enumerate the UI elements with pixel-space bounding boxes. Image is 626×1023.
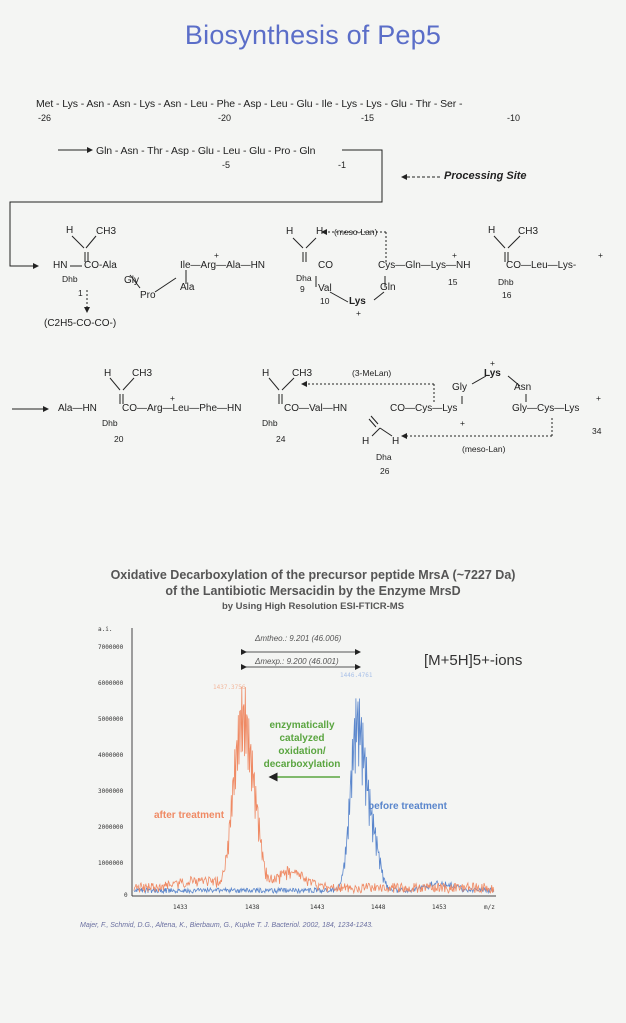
dha26-label: Dha — [376, 452, 392, 462]
residue-15: 15 — [448, 277, 458, 287]
gly-cys-lys: Gly—Cys—Lys — [512, 403, 580, 414]
y-tick-3000000: 3000000 — [98, 788, 124, 795]
dha9-h-left: H — [286, 226, 294, 237]
x-tick-1448: 1448 — [371, 904, 386, 911]
x-tick-1453: 1453 — [432, 904, 447, 911]
seq-num-20: -20 — [218, 113, 232, 123]
seq-num-26: -26 — [38, 113, 52, 123]
sequence-line-1: Met - Lys - Asn - Asn - Lys - Asn - Leu - Phe - Asp - Leu - Glu - Ile - Lys - Lys - Glu - Thr - Ser - — [36, 98, 463, 110]
x-tick-1433: 1433 — [173, 904, 188, 911]
co-leu-lys: CO—Leu—Lys- — [506, 260, 577, 271]
dha9-h-right: H — [316, 226, 324, 237]
meso-lan-label-2: (meso-Lan) — [462, 444, 506, 454]
dhb24-ch3: CH3 — [292, 368, 313, 379]
before-treatment-label: before treatment — [368, 801, 447, 812]
dhb16-h: H — [488, 225, 496, 236]
arg-charge-2: + — [170, 393, 175, 403]
asn-label: Asn — [514, 382, 532, 393]
y-tick-6000000: 6000000 — [98, 680, 124, 687]
dhb20-h: H — [104, 368, 112, 379]
dhb1-co-ala: CO-Ala — [84, 260, 117, 271]
dhb24-h: H — [262, 368, 270, 379]
dhb20-ch3: CH3 — [132, 368, 153, 379]
gln-label: Gln — [380, 282, 396, 293]
residue-26: 26 — [380, 466, 390, 476]
ms-title-line-1: Oxidative Decarboxylation of the precursor peptide MrsA (~7227 Da) — [110, 568, 516, 582]
val-label: Val — [318, 283, 332, 294]
dha26-h-left: H — [362, 436, 370, 447]
peak-left-label: 1437.3756 — [213, 684, 246, 691]
enzymatic-line-2: catalyzed — [279, 733, 325, 744]
co-arg-leu-phe-hn: CO—Arg—Leu—Phe—HN — [122, 403, 242, 414]
dhb1-h: H — [66, 225, 74, 236]
arg-charge: + — [214, 250, 219, 260]
dhb16-label: Dhb — [498, 277, 514, 287]
ms-title-line-3: by Using High Resolution ESI-FTICR-MS — [221, 601, 405, 612]
x-tick-1438: 1438 — [245, 904, 260, 911]
y-tick-7000000: 7000000 — [98, 644, 124, 651]
lys-label-ring: Lys — [484, 368, 501, 379]
residue-1: 1 — [78, 288, 83, 298]
y-tick-5000000: 5000000 — [98, 716, 124, 723]
delta-m-theo: Δmtheo.: 9.201 (46.006) — [255, 634, 342, 643]
dha9-label: Dha — [296, 273, 312, 283]
seq-num-15: -15 — [361, 113, 375, 123]
y-tick-2000000: 2000000 — [98, 824, 124, 831]
lys-charge-4: + — [460, 418, 465, 428]
enzymatic-annotation — [252, 719, 352, 771]
y-tick-0: 0 — [124, 892, 128, 899]
ile-arg-ala-hn: Ile—Arg—Ala—HN — [180, 260, 266, 271]
lys-charge-2: + — [452, 250, 457, 260]
lys-label-1: Lys — [349, 296, 366, 307]
lys-charge-6: + — [596, 393, 601, 403]
lys-charge-1: + — [356, 308, 361, 318]
dha26-h-right: H — [392, 436, 400, 447]
residue-20: 20 — [114, 434, 124, 444]
seq-num-5: -5 — [222, 160, 231, 170]
enzymatic-line-4: decarboxylation — [263, 759, 341, 770]
residue-10: 10 — [320, 296, 330, 306]
spectrum-traces — [134, 687, 494, 893]
ala-label: Ala — [180, 282, 195, 293]
sequence-line-2: Gln - Asn - Thr - Asp - Glu - Leu - Glu - Pro - Gln — [96, 145, 316, 157]
residue-16: 16 — [502, 290, 512, 300]
residue-24: 24 — [276, 434, 286, 444]
dha9-co: CO — [318, 260, 333, 271]
dhb1-label: Dhb — [62, 274, 78, 284]
cys-gln-lys-nh: Cys—Gln—Lys—NH — [378, 260, 471, 271]
ions-label: [M+5H]5+-ions — [424, 652, 523, 669]
ala-hn: Ala—HN — [58, 403, 97, 414]
y-tick-1000000: 1000000 — [98, 860, 124, 867]
residue-34: 34 — [592, 426, 602, 436]
residue-9: 9 — [300, 284, 305, 294]
gly-label-2: Gly — [452, 382, 467, 393]
ketobutyryl-product: (C2H5-CO-CO-) — [44, 318, 117, 329]
citation: Majer, F., Schmid, D.G., Altena, K., Bierbaum, G., Kupke T. J. Bacteriol. 2002, 184, 1234-1243. — [80, 922, 374, 929]
seq-num-1: -1 — [338, 160, 347, 170]
co-val-hn: CO—Val—HN — [284, 403, 348, 414]
peak-right-label: 1446.4761 — [340, 672, 373, 679]
after-trace — [134, 687, 494, 893]
enzymatic-line-3: oxidation/ — [278, 746, 326, 757]
page-title: Biosynthesis of Pep5 — [184, 20, 442, 50]
x-tick-1443: 1443 — [310, 904, 325, 911]
enzymatic-line-1: enzymatically — [269, 720, 335, 731]
after-treatment-label: after treatment — [154, 810, 225, 821]
co-cys-lys: CO—Cys—Lys — [390, 403, 458, 414]
dhb24-label: Dhb — [262, 418, 278, 428]
three-melan-label: (3-MeLan) — [352, 368, 392, 378]
gly-label: Gly — [124, 275, 139, 286]
y-axis-unit: a.i. — [98, 626, 113, 633]
dhb20-label: Dhb — [102, 418, 118, 428]
y-tick-4000000: 4000000 — [98, 752, 124, 759]
lys-charge-5: + — [490, 358, 495, 368]
seq-num-10: -10 — [507, 113, 521, 123]
ms-title-line-2: of the Lantibiotic Mersacidin by the Enzyme MrsD — [165, 584, 461, 598]
dhb1-hn: HN — [53, 260, 68, 271]
dhb1-ch3: CH3 — [96, 226, 117, 237]
meso-lan-label-1: (meso-Lan) — [334, 227, 378, 237]
delta-m-exp: Δmexp.: 9.200 (46.001) — [255, 657, 339, 666]
lys-charge-3: + — [598, 250, 603, 260]
pro-label: Pro — [140, 290, 156, 301]
x-axis-unit: m/z — [484, 904, 495, 911]
processing-site-label: Processing Site — [444, 170, 527, 182]
dhb16-ch3: CH3 — [518, 226, 539, 237]
